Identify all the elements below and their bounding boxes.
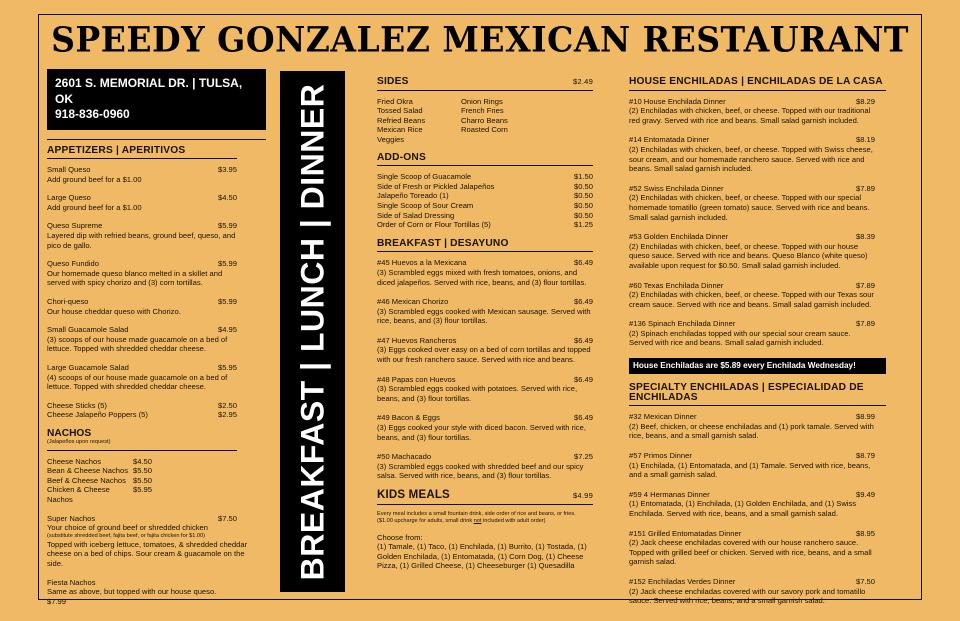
item-header <box>629 529 875 539</box>
item-description: (1) Entomatada, (1) Enchilada, (1) Golden Enchilada, and (1) Swiss Enchilada. Served with rice, beans, and a small garnish salad. <box>629 499 857 518</box>
item-name: Order of Corn or Flour Tortillas (5) <box>377 220 491 230</box>
item-price: $5.99 <box>217 221 237 231</box>
nachos-item <box>47 466 237 476</box>
item-price: $8.19 <box>855 135 875 145</box>
item-header <box>377 375 593 385</box>
addon-item <box>377 211 593 221</box>
item-price: $1.50 <box>573 172 593 182</box>
item-header <box>629 281 875 291</box>
item-description: (3) Scrambled eggs cooked with potatoes. Served with rice, beans, and (3) flour tortillas. <box>377 384 578 403</box>
item-name: #48 Papas con Huevos <box>377 374 456 384</box>
item-name: Large Guacamole Salad <box>47 363 129 372</box>
item-name: #52 Swiss Enchilada Dinner <box>629 183 724 193</box>
house-enchilada-item <box>629 97 875 126</box>
item-name: #50 Machacado <box>377 452 432 462</box>
specialty-enchilada-item <box>629 412 875 441</box>
item-header <box>629 577 875 587</box>
left-column <box>47 69 266 606</box>
item-price: $8.99 <box>855 412 875 422</box>
kids-price: $4.99 <box>572 491 593 500</box>
item-name: Side of Fresh or Pickled Jalapeños <box>377 181 495 191</box>
house-enchiladas-list <box>629 97 875 348</box>
item-description: (2) Enchiladas with chicken, beef, or cheese. Topped with our special homemade tomatillo (green tomato) sauce. Served with rice and beans. Small salad garnish included. <box>629 193 870 222</box>
addon-item <box>377 220 593 230</box>
item-name: Chori-queso <box>47 297 89 307</box>
item-price: $2.95 <box>217 410 237 420</box>
sides-list <box>377 97 593 145</box>
item-price: $7.89 <box>855 280 875 290</box>
item-name: Large Queso <box>47 193 91 203</box>
breakfast-item <box>377 375 593 404</box>
item-name: #49 Bacon & Eggs <box>377 413 440 423</box>
item-description-text: Same as above, but topped with our house queso. <box>47 587 217 597</box>
item-price: $7.50 <box>855 576 875 586</box>
side-item: Mexican Rice <box>377 125 423 135</box>
item-name: #53 Golden Enchilada Dinner <box>629 232 729 242</box>
item-header <box>47 193 237 203</box>
super-nachos <box>47 513 248 569</box>
item-description: (2) Jack cheese enchiladas covered with our house ranchero sauce. Topped with grilled beef or chicken. Served with rice, beans, and a small garnish salad. <box>629 538 872 567</box>
appetizer-item <box>47 193 237 212</box>
kids-note-line1: Every meal includes a small fountain drink, side order of rice and beans, or fries. <box>377 510 576 517</box>
item-description: (3) Eggs cooked your style with diced bacon. Served with rice, beans, and (3) flour tortillas. <box>377 423 586 442</box>
item-name: #151 Grilled Entomatadas Dinner <box>629 528 742 538</box>
item-header <box>377 413 593 423</box>
specialty-enchilada-item <box>629 451 875 480</box>
item-header <box>47 221 237 231</box>
specialty-enchiladas-heading: SPECIALTY ENCHILADAS | ESPECIALIDAD DE ENCHILADAS <box>629 383 886 406</box>
item-description: (2) Enchiladas with chicken, beef, or cheese. Topped with our Texas sour cream sauce. Served with rice and beans. Small salad garnish included. <box>629 290 874 309</box>
sides-column-2 <box>461 97 551 145</box>
item-name: Beef & Cheese Nachos <box>47 475 126 485</box>
item-price: $6.49 <box>573 297 593 307</box>
item-name: Single Scoop of Sour Cream <box>377 200 474 210</box>
item-price: $8.79 <box>855 451 875 461</box>
item-name: Queso Supreme <box>47 221 103 231</box>
item-price: $8.39 <box>855 232 875 242</box>
item-name: Cheese Jalapeño Poppers (5) <box>47 410 148 420</box>
side-item: Fried Okra <box>377 96 413 106</box>
item-name: #46 Mexican Chorizo <box>377 297 449 307</box>
nachos-list <box>47 457 237 505</box>
address-block <box>47 69 266 130</box>
sides-column-1 <box>377 97 461 145</box>
item-price: $5.95 <box>133 485 153 495</box>
item-header <box>47 165 237 175</box>
item-name: #152 Enchiladas Verdes Dinner <box>629 576 736 586</box>
item-header <box>629 184 875 194</box>
fiesta-nachos <box>47 578 237 607</box>
item-price: $8.29 <box>855 96 875 106</box>
kids-note-part: ($1.00 upcharge for adults, small drink <box>377 517 474 524</box>
appetizers-heading: APPETIZERS | APERITIVOS <box>47 146 237 160</box>
kids-note-part: included with adult order) <box>481 517 546 524</box>
item-name: Single Scoop of Guacamole <box>377 172 472 182</box>
breakfast-item <box>377 297 593 326</box>
meal-times-text: BREAKFAST | LUNCH | DINNER <box>294 83 330 580</box>
item-header <box>377 297 593 307</box>
item-price: $3.95 <box>217 165 237 175</box>
item-header <box>629 490 875 500</box>
item-description: (2) Enchiladas with chicken, beef, or cheese. Topped with Swiss cheese, sour cream, and our homemade ranchero sauce. Served with rice and beans. Small salad garnish included. <box>629 144 873 174</box>
item-price: $8.95 <box>855 528 875 538</box>
kids-note-line2 <box>377 518 593 525</box>
item-header <box>629 412 875 422</box>
item-description: Your choice of ground beef or shredded chicken <box>47 523 208 533</box>
item-header <box>377 452 593 462</box>
nachos-heading: NACHOS <box>47 427 92 439</box>
item-header <box>629 451 875 461</box>
item-name: #60 Texas Enchilada Dinner <box>629 280 724 290</box>
restaurant-title: SPEEDY GONZALEZ MEXICAN RESTAURANT <box>51 19 909 60</box>
item-substitution-note: (substitute shredded beef, fajita beef, or fajita chicken for $1.00) <box>47 532 205 539</box>
sides-heading <box>377 77 593 91</box>
item-header <box>47 259 237 269</box>
kids-note-underlined: not <box>473 517 482 524</box>
specialty-enchilada-item <box>629 577 875 606</box>
item-price: $0.50 <box>573 191 593 201</box>
item-price: $5.50 <box>133 466 153 476</box>
appetizer-item <box>47 297 237 316</box>
side-item: Tossed Salad <box>377 106 423 116</box>
item-name: #10 House Enchilada Dinner <box>629 96 726 106</box>
address-line: 2601 S. MEMORIAL DR. | TULSA, OK <box>55 76 243 106</box>
house-enchilada-item <box>629 319 875 348</box>
kids-heading <box>377 491 593 505</box>
item-price: $7.89 <box>855 183 875 193</box>
appetizer-item <box>47 165 237 184</box>
appetizer-item <box>47 363 237 392</box>
appetizers-section <box>47 144 248 607</box>
meal-times-banner <box>280 71 345 592</box>
breakfast-item <box>377 413 593 442</box>
item-price: $5.99 <box>217 297 237 307</box>
item-description: (2) Spinach enchiladas topped with our special sour cream sauce. Served with rice and beans. Small salad garnish included. <box>629 328 851 348</box>
nachos-item <box>47 476 237 486</box>
item-name: Cheese Nachos <box>47 456 102 466</box>
breakfast-heading: BREAKFAST | DESAYUNO <box>377 239 593 253</box>
addon-item <box>377 201 593 211</box>
kids-note <box>377 511 593 525</box>
item-price: $1.25 <box>573 220 593 230</box>
item-name: Chicken & Cheese Nachos <box>47 485 110 504</box>
item-description: (2) Beef, chicken, or cheese enchiladas and (1) pork tamale. Served with rice, beans, and a small garnish salad. <box>629 421 874 441</box>
item-description: (3) scoops of our house made guacamole on a bed of lettuce. Topped with shredded cheddar cheese. <box>47 334 228 354</box>
item-name: #47 Huevos Rancheros <box>377 335 457 345</box>
item-price: $7.25 <box>573 452 593 462</box>
appetizer-item <box>47 325 237 354</box>
item-name: Super Nachos <box>47 513 96 523</box>
item-name: Jalapeño Toreado (1) <box>377 191 449 201</box>
item-description: Topped with iceberg lettuce, tomatoes, & shredded cheddar cheese on a bed of chips. Sour cream & guacamole on the side. <box>47 539 248 568</box>
house-enchilada-item <box>629 135 875 173</box>
appetizer-item <box>47 221 237 250</box>
item-description: (2) Enchiladas with chicken, beef, or cheese. Topped with our house queso sauce. Served with rice and beans. Queso Blanco (white queso) available upon request for $0.50. Small salad garnish included. <box>629 241 868 270</box>
side-item: Charro Beans <box>461 115 508 125</box>
side-item: Veggies <box>377 134 405 144</box>
item-name: #32 Mexican Dinner <box>629 412 697 422</box>
item-description <box>47 587 237 606</box>
item-price: $6.49 <box>573 413 593 423</box>
item-name: #136 Spinach Enchilada Dinner <box>629 319 736 329</box>
item-price: $6.49 <box>573 335 593 345</box>
item-description: (3) Scrambled eggs mixed with fresh tomatoes, onions, and diced jalapeños. Served with rice, beans, and (3) flour tortillas. <box>377 267 587 287</box>
nachos-item <box>47 485 237 504</box>
item-description: Our homemade queso blanco melted in a skillet and served with spicy chorizo and (3) corn tortillas. <box>47 268 223 288</box>
side-item: Onion Rings <box>461 96 503 106</box>
item-header <box>47 297 237 307</box>
sides-title: SIDES <box>377 76 409 87</box>
addon-item <box>377 191 593 201</box>
right-column <box>629 77 886 616</box>
item-name: Cheese Sticks (5) <box>47 400 107 410</box>
addon-item <box>377 172 593 182</box>
item-description: (2) Jack cheese enchiladas covered with our savory pork and tomatillo sauce. Served with rice, beans, and a small garnish salad. <box>629 586 866 606</box>
item-description: (3) Scrambled eggs cooked with shredded beef and our spicy salsa. Served with rice, beans, and (3) flour tortillas. <box>377 461 584 481</box>
item-header <box>47 514 237 524</box>
item-price: $0.50 <box>573 210 593 220</box>
item-header <box>47 325 237 335</box>
item-price: $0.50 <box>573 200 593 210</box>
item-name: #57 Primos Dinner <box>629 451 692 461</box>
breakfast-item <box>377 258 593 287</box>
middle-column <box>377 77 593 571</box>
kids-choices: (1) Tamale, (1) Taco, (1) Enchilada, (1) Burrito, (1) Tostada, (1) Golden Enchilada, (1) Entomatada, (1) Corn Dog, (1) Cheese Pizza, (1) Grilled Cheese, (1) Cheeseburger (1) Quesadilla <box>377 542 587 571</box>
appetizer-list <box>47 165 237 420</box>
breakfast-item <box>377 452 593 481</box>
item-price: $6.49 <box>573 374 593 384</box>
house-enchiladas-heading: HOUSE ENCHILADAS | ENCHILADAS DE LA CASA <box>629 77 886 91</box>
nachos-note: (Jalapeños upon request) <box>47 439 237 451</box>
item-header <box>47 363 237 373</box>
item-price: $6.49 <box>573 258 593 268</box>
item-description: (3) Eggs cooked over easy on a bed of corn tortillas and topped with our fresh ranchero sauce. Served with rice and beans. <box>377 345 591 365</box>
item-price: $4.50 <box>133 456 153 466</box>
breakfast-list <box>377 258 593 481</box>
item-description: Layered dip with refried beans, ground beef, queso, and pico de gallo. <box>47 231 236 250</box>
kids-choose-label: Choose from: <box>377 532 423 542</box>
addons-list <box>377 172 593 230</box>
item-description: Add ground beef for a $1.00 <box>47 202 142 212</box>
specialty-enchilada-item <box>629 529 875 567</box>
item-description: Add ground beef for a $1.00 <box>47 174 142 184</box>
appetizer-extras <box>47 401 237 420</box>
house-enchilada-item <box>629 184 875 222</box>
house-enchilada-item <box>629 232 875 270</box>
item-price: $7.89 <box>855 319 875 329</box>
addon-item <box>377 182 593 192</box>
specialty-enchilada-item <box>629 490 875 519</box>
appetizer-extra <box>47 401 237 411</box>
item-name: #45 Huevos a la Mexicana <box>377 258 467 268</box>
item-header <box>629 135 875 145</box>
appetizer-extra <box>47 410 237 420</box>
kids-title: KIDS MEALS <box>377 489 450 501</box>
item-header <box>377 258 593 268</box>
item-price: $0.50 <box>573 181 593 191</box>
nachos-item <box>47 457 237 467</box>
side-item: Refried Beans <box>377 115 426 125</box>
item-description: (3) Scrambled eggs cooked with Mexican sausage. Served with rice, beans, and (3) flour tortillas. <box>377 306 591 326</box>
item-header <box>629 319 875 329</box>
item-description: (1) Enchilada, (1) Entomatada, and (1) Tamale. Served with rice, beans, and a small garnish salad. <box>629 460 871 480</box>
appetizer-item <box>47 259 237 288</box>
item-price: $7.99 <box>47 596 67 606</box>
item-header <box>629 97 875 107</box>
item-price: $5.95 <box>217 363 237 372</box>
sides-price: $2.49 <box>572 77 593 86</box>
item-price: $4.50 <box>217 193 237 203</box>
item-price: $5.50 <box>133 475 153 485</box>
item-header <box>629 232 875 242</box>
side-item: Roasted Corn <box>461 125 508 135</box>
item-header <box>377 336 593 346</box>
item-price: $5.99 <box>217 259 237 269</box>
item-name: Queso Fundido <box>47 259 99 269</box>
item-name: #14 Entomatada Dinner <box>629 135 710 145</box>
enchilada-wednesday-promo: House Enchiladas are $5.89 every Enchilada Wednesday! <box>629 358 886 374</box>
item-name: Small Queso <box>47 165 91 175</box>
item-price: $9.49 <box>855 489 875 499</box>
item-name: Bean & Cheese Nachos <box>47 466 129 476</box>
house-enchilada-item <box>629 281 875 310</box>
side-item: French Fries <box>461 106 504 116</box>
divider <box>47 139 266 140</box>
item-name: Fiesta Nachos <box>47 577 96 587</box>
item-description: (4) scoops of our house made guacamole on a bed of lettuce. Topped with shredded cheddar cheese. <box>47 372 228 392</box>
breakfast-item <box>377 336 593 365</box>
addons-heading: ADD-ONS <box>377 153 593 167</box>
item-price: $7.50 <box>217 513 237 523</box>
item-price: $4.95 <box>217 325 237 335</box>
phone-number: 918-836-0960 <box>55 107 130 121</box>
item-name: Side of Salad Dressing <box>377 210 455 220</box>
specialty-enchiladas-list <box>629 412 875 606</box>
item-name: Small Guacamole Salad <box>47 325 129 335</box>
item-description: (2) Enchiladas with chicken, beef, or cheese. Topped with our traditional red gravy. Served with rice and beans. Small salad garnish included. <box>629 106 871 125</box>
item-price: $2.50 <box>217 400 237 410</box>
item-name: #59 4 Hermanas Dinner <box>629 489 710 499</box>
item-description: Our house cheddar queso with Chorizo. <box>47 306 181 316</box>
